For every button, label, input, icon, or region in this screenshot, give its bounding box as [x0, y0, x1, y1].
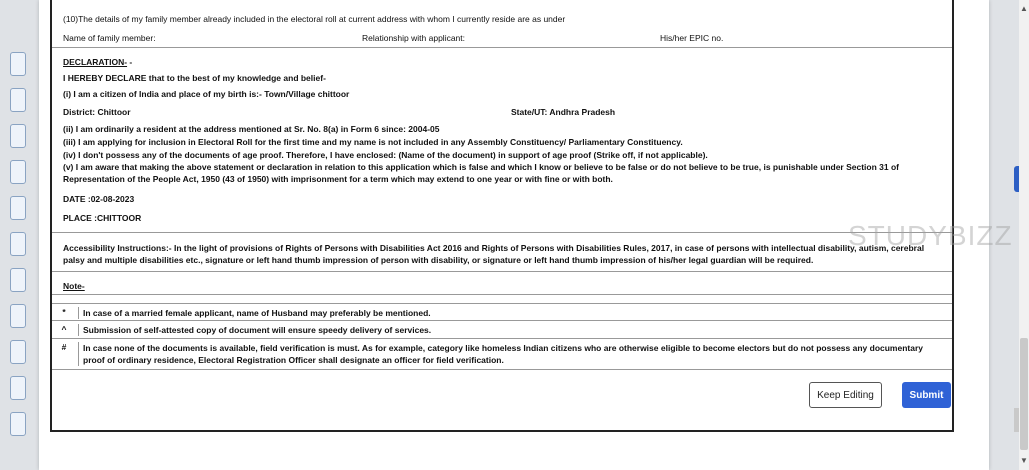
note-heading: Note- [63, 281, 85, 291]
arrow-up-icon[interactable]: ▲ [1020, 4, 1028, 13]
divider [52, 294, 952, 295]
divider [52, 47, 952, 48]
note-text: In case of a married female applicant, name of Husband may preferably be mentioned. [78, 307, 944, 319]
residence-line: (ii) I am ordinarily a resident at the address mentioned at Sr. No. 8(a) in Form 6 since: 2004-05 [63, 124, 440, 134]
note-row [52, 338, 952, 370]
divider [52, 232, 952, 233]
background-tab [10, 196, 26, 220]
birth-line: (i) I am a citizen of India and place of my birth is:- Town/Village chittoor [63, 89, 350, 99]
watermark-logo: STUDYBIZZ [848, 220, 1013, 251]
note-symbol: * [62, 307, 66, 317]
background-tab [10, 52, 26, 76]
place-value: PLACE :CHITTOOR [63, 213, 142, 223]
background-tab [10, 376, 26, 400]
district-value: District: Chittoor [63, 107, 131, 117]
declaration-heading: DECLARATION- - [63, 57, 133, 67]
awareness-line: (v) I am aware that making the above statement or declaration in relation to this application which is false and which I know or believe to be false or do not believe to be true, is punishable under Section 31 of Representation of the People Act, 1950 (43 of 1950) with imprisonment for a term which may extend to one year or with fine or with both. [63, 162, 900, 184]
arrow-down-icon[interactable]: ▼ [1020, 456, 1028, 465]
background-tab [10, 232, 26, 256]
relationship-label: Relationship with applicant: [362, 33, 466, 43]
date-value: DATE :02-08-2023 [63, 194, 135, 204]
background-tab [10, 88, 26, 112]
note-text: In case none of the documents is available, field verification is must. As for example, category like homeless Indian citizens who are otherwise eligible to become electors but do not possess any documentary proof of ordinary residence, Electoral Registration Officer shall designate an officer for field verification. [78, 342, 944, 366]
declaration-document [50, 0, 954, 432]
background-tab [10, 412, 26, 436]
note-symbol: ^ [61, 324, 67, 334]
family-name-label: Name of family member: [63, 33, 156, 43]
note-symbol: # [61, 342, 67, 352]
background-tab [10, 340, 26, 364]
note-row [52, 303, 952, 321]
divider [52, 271, 952, 272]
age-proof-line: (iv) I don't possess any of the documents of age proof. Therefore, I have enclosed: (Name of the document) in support of age proof (Strike off, if not applicable). [63, 150, 708, 160]
background-tab [10, 124, 26, 148]
background-tab [10, 160, 26, 184]
background-tab [10, 268, 26, 292]
state-value: State/UT: Andhra Pradesh [511, 107, 616, 117]
modal-scrollbar-thumb[interactable] [1020, 338, 1028, 450]
first-time-line: (iii) I am applying for inclusion in Electoral Roll for the first time and my name is not included in any Assembly Constituency/ Parliamentary Constituency. [63, 137, 683, 147]
declare-line: I HEREBY DECLARE that to the best of my knowledge and belief- [63, 73, 326, 83]
keep-editing-button[interactable]: Keep Editing [809, 382, 882, 408]
submit-button[interactable]: Submit [902, 382, 951, 408]
note-row [52, 320, 952, 339]
accessibility-instructions: Accessibility Instructions:- In the light of provisions of Rights of Persons with Disabilities Act 2016 and Rights of Persons with Disabilities Rules, 2017, in case of persons with intellectual disability, autism, cerebral palsy and multiple disabilities etc., signature or left hand thumb impression of person with disability, or signature or left hand thumb impression of his/her legal guardian will be required. [63, 243, 925, 265]
epic-label: His/her EPIC no. [660, 33, 724, 43]
note-text: Submission of self-attested copy of document will ensure speedy delivery of services. [78, 324, 944, 336]
family-intro: (10)The details of my family member already included in the electoral roll at current address with whom I currently reside are as under [63, 14, 566, 24]
background-tab [10, 304, 26, 328]
preview-modal [39, 0, 1028, 470]
